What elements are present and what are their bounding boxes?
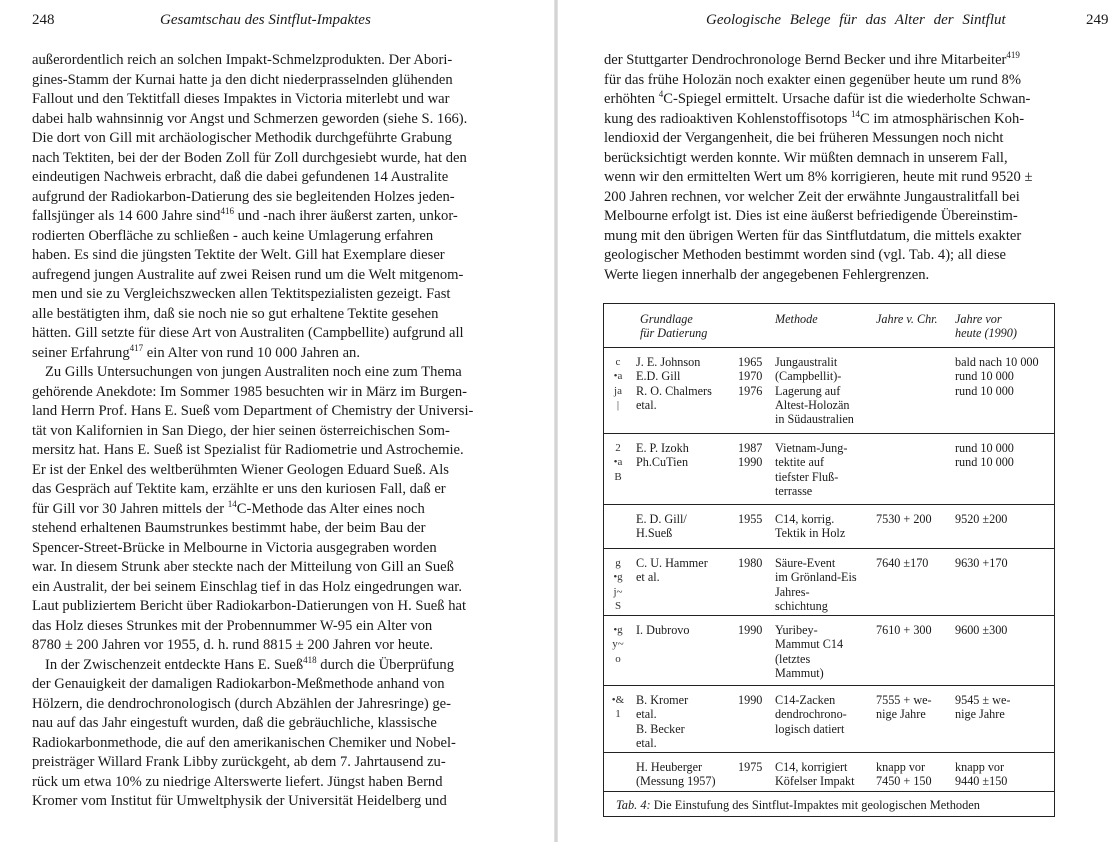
row-jahre-vor-heute: bald nach 10 000 rund 10 000 rund 10 000 bbox=[955, 355, 1039, 398]
left-page-number: 248 bbox=[32, 12, 55, 28]
text-line: Laut publiziertem Bericht über Radiokarbon-Datierungen von H. Sueß hat bbox=[32, 598, 467, 614]
text-line: seiner Erfahrung$^{417}$ ein Alter von rund 10 000 Jahren an. bbox=[32, 342, 360, 361]
row-authors: E. D. Gill/ H.Sueß bbox=[636, 512, 687, 541]
text-line: aufgrund der Radiokarbon-Datierung des sie begleitenden Holzes jeden- bbox=[32, 188, 455, 205]
table-row bbox=[604, 753, 1054, 792]
superscript-14: 14 bbox=[850, 108, 860, 119]
row-jahre-v-chr: 7530 + 200 bbox=[876, 512, 932, 526]
paragraph-3 bbox=[32, 656, 482, 812]
right-body-text bbox=[604, 51, 1054, 285]
footnote-ref-416: 416 bbox=[220, 206, 234, 216]
text-line: lendioxid der Vergangenheit, die bei früheren Messungen noch nicht bbox=[604, 130, 1004, 146]
text-line: Zu Gills Untersuchungen von jungen Australiten noch eine zum Thema bbox=[45, 364, 462, 380]
text-line: fallsjünger als 14 600 Jahre sind$^{416}$ und -nach ihrer äußerst zarten, unkor- bbox=[32, 206, 458, 224]
row-method: Vietnam-Jung- tektite auf tiefster Fluß- terrasse bbox=[775, 441, 848, 498]
text-line: rodierten Oberfläche zu schließen - auch keine Umlagerung erfahren bbox=[32, 227, 434, 244]
row-jahre-v-chr: knapp vor 7450 + 150 bbox=[876, 760, 932, 789]
row-year: 1975 bbox=[738, 760, 763, 774]
row-method: Jungaustralit (Campbellit)- Lagerung auf Altest-Holozän in Südaustralien bbox=[775, 355, 854, 427]
row-authors: J. E. Johnson E.D. Gill R. O. Chalmers etal. bbox=[636, 355, 712, 412]
text-line: geologischer Methoden bestimmt worden sind (vgl. Tab. 4); all diese bbox=[604, 247, 1006, 263]
row-year: 1990 bbox=[738, 693, 763, 707]
text-line: haben. Es sind die jüngsten Tektite der Welt. Gill hat Exemplare dieser bbox=[32, 247, 445, 263]
row-method: Yuribey- Mammut C14 (letztes Mammut) bbox=[775, 623, 844, 680]
text-line: gehörende Anekdote: Im Sommer 1985 besuchten wir in März im Burgen- bbox=[32, 383, 468, 400]
table-row bbox=[604, 434, 1054, 505]
text-line: gines-Stamm der Kurnai hatte ja den dicht niederprasselnden glühenden bbox=[32, 71, 453, 88]
footnote-ref-417: 417 bbox=[129, 342, 144, 353]
text-line: Fallout und den Tektitfall dieses Impaktes in Victoria miterlebt und war bbox=[32, 91, 450, 107]
table-caption: Tab. 4: Die Einstufung des Sintflut-Impaktes mit geologischen Methoden bbox=[616, 798, 981, 812]
text-line: eindeutigen Nachweis erbracht, daß die dabei gefundenen 14 Australite bbox=[32, 169, 449, 185]
row-year: 1980 bbox=[738, 556, 763, 570]
text-line: Radiokarbonmethode, die auf den amerikanischen Chemiker und Nobel- bbox=[32, 734, 456, 751]
text-line: nach Tektiten, bei der der Boden Zoll für Zoll durchgesiebt wurde, hat den bbox=[32, 149, 467, 166]
text-line: Kromer vom Institut für Umweltphysik der Universität Heidelberg und bbox=[32, 793, 447, 809]
paragraph-2 bbox=[32, 363, 482, 656]
row-year: 1987 1990 bbox=[738, 441, 763, 470]
left-body-text bbox=[32, 51, 482, 812]
row-method: Säure-Event im Grönland-Eis Jahres- schichtung bbox=[775, 556, 857, 613]
text-line: stehend erhaltenen Baumstrunkes bestimmt habe, der beim Bau der bbox=[32, 520, 426, 536]
text-line: tät von Kalifornien in San Diego, der hier seinen österreichischen Som- bbox=[32, 422, 450, 439]
table-row bbox=[604, 686, 1054, 753]
row-jahre-vor-heute: rund 10 000 rund 10 000 bbox=[955, 441, 1014, 470]
text-line: aufregend jungen Australite auf zwei Reisen rund um die Welt mitgenom- bbox=[32, 266, 464, 283]
text-line: Die dort von Gill mit archäologischer Methodik durchgeführte Grabung bbox=[32, 130, 452, 146]
text-line: preisträger Willard Frank Libby zurückgeht, ab dem 7. Jahrtausend zu- bbox=[32, 754, 446, 770]
text-line: alle bestätigten ihm, daß sie noch nie so gut erhaltene Tektite gesehen bbox=[32, 305, 439, 322]
table-row bbox=[604, 549, 1054, 616]
text-line: für das frühe Holozän noch exakter einen gegenüber heute um rund 8% bbox=[604, 71, 1021, 88]
header-jahre-v-chr: Jahre v. Chr. bbox=[876, 312, 938, 326]
text-line: erhöhten $^4$C-Spiegel ermittelt. Ursache dafür ist die wiederholte Schwan- bbox=[604, 89, 1031, 107]
text-line: Er ist der Enkel des weltberühmten Wiener Geologen Eduard Sueß. Als bbox=[32, 461, 449, 478]
row-jahre-vor-heute: knapp vor 9440 ±150 bbox=[955, 760, 1008, 789]
row-authors: I. Dubrovo bbox=[636, 623, 690, 637]
row-jahre-v-chr: 7610 + 300 bbox=[876, 623, 932, 637]
row-year: 1965 1970 1976 bbox=[738, 355, 763, 398]
table-caption-row bbox=[604, 792, 1054, 820]
text-line: Spencer-Street-Brücke in Melbourne in Victoria ausgegraben worden bbox=[32, 539, 437, 556]
row-method: C14, korrigiert Köfelser Impakt bbox=[775, 760, 855, 789]
superscript-4: 4 bbox=[658, 89, 664, 99]
row-authors: E. P. Izokh Ph.CuTien bbox=[636, 441, 689, 470]
text-line: das Holz dieses Strunkes mit der Probennummer W-95 ein Alter von bbox=[32, 617, 433, 634]
left-running-title: Gesamtschau des Sintflut-Impaktes bbox=[160, 12, 371, 28]
right-page bbox=[556, 0, 1113, 842]
text-line: der Genauigkeit der damaligen Radiokarbon-Meßmethode anhand von bbox=[32, 676, 445, 692]
text-line: rück um etwa 10% zu niedrige Alterswerte liefert. Jüngst haben Bernd bbox=[32, 773, 443, 790]
table-header-row bbox=[604, 304, 1054, 348]
row-marker: g •g j~ S bbox=[613, 557, 623, 612]
row-marker: c •a ja | bbox=[613, 356, 623, 411]
dating-table bbox=[603, 303, 1055, 817]
text-line: für Gill vor 30 Jahren mittels der $^{14}$C-Methode das Alter eines noch bbox=[32, 498, 425, 517]
row-jahre-vor-heute: 9545 ± we- nige Jahre bbox=[955, 693, 1011, 722]
text-line: der Stuttgarter Dendrochronologe Bernd Becker und ihre Mitarbeiter$^{419}$ bbox=[604, 50, 1020, 68]
text-line: außerordentlich reich an solchen Impakt-Schmelzprodukten. Der Abori- bbox=[32, 52, 453, 68]
text-line: berücksichtigt werden konnte. Wir müßten demnach in unserem Fall, bbox=[604, 149, 1008, 166]
table-row bbox=[604, 505, 1054, 549]
row-method: C14, korrig. Tektik in Holz bbox=[775, 512, 846, 541]
header-methode: Methode bbox=[775, 312, 818, 326]
text-line: men und sie zu Vergleichszwecken allen Tektitspezialisten gezeigt. Fast bbox=[32, 286, 451, 302]
text-line: 200 Jahren rechnen, vor welcher Zeit der erwähnte Jungaustralitfall bei bbox=[604, 188, 1020, 205]
text-line: Werte liegen innerhalb der angegebenen Fehlergrenzen. bbox=[604, 266, 930, 283]
row-jahre-vor-heute: 9520 ±200 bbox=[955, 512, 1008, 526]
header-grundlage: Grundlage für Datierung bbox=[640, 312, 708, 341]
text-line: das Gespräch auf Tektite kam, erzählte er uns den kuriosen Fall, daß er bbox=[32, 481, 446, 497]
row-marker: 2 •a B bbox=[613, 442, 623, 483]
row-year: 1990 bbox=[738, 623, 763, 637]
text-line: mersitz hat. Hans E. Sueß ist Spezialist für Radiometrie und Astrochemie. bbox=[32, 442, 464, 458]
text-line: war. In diesem Strunk aber steckte nach der Mitteilung von Gill an Sueß bbox=[32, 559, 454, 575]
row-authors: B. Kromer etal. B. Becker etal. bbox=[636, 693, 689, 750]
superscript-14: 14 bbox=[227, 498, 237, 509]
text-line: dabei halb wahnsinnig vor Angst und Schmerzen geworden (siehe S. 166). bbox=[32, 110, 468, 127]
row-jahre-v-chr: 7640 ±170 bbox=[876, 556, 929, 570]
row-authors: C. U. Hammer et al. bbox=[636, 556, 708, 585]
right-page-number: 249 bbox=[1086, 12, 1109, 28]
text-line: kung des radioaktiven Kohlenstoffisotops $^{14}$C im atmosphärischen Koh- bbox=[604, 108, 1025, 127]
footnote-ref-418: 418 bbox=[303, 654, 317, 665]
text-line: wenn wir den ermittelten Wert um 8% korrigieren, heute mit rund 9520 ± bbox=[604, 169, 1033, 185]
row-method: C14-Zacken dendrochrono- logisch datiert bbox=[775, 693, 847, 736]
right-running-title: Geologische Belege für das Alter der Sintflut bbox=[706, 12, 1006, 28]
row-authors: H. Heuberger (Messung 1957) bbox=[636, 760, 716, 789]
text-line: mung mit den übrigen Werten für das Sintflutdatum, die mittels exakter bbox=[604, 227, 1022, 244]
left-page bbox=[0, 0, 556, 842]
table-row bbox=[604, 348, 1054, 434]
text-line: In der Zwischenzeit entdeckte Hans E. Sueß$^{418}$ durch die Überprüfung bbox=[45, 654, 455, 673]
paragraph-4 bbox=[604, 51, 1054, 285]
row-marker: •g y~ o bbox=[612, 624, 624, 665]
table-row bbox=[604, 616, 1054, 686]
text-line: Hölzern, die dendrochronologisch (durch Abzählen der Jahresringe) ge- bbox=[32, 695, 452, 712]
table-body bbox=[604, 348, 1054, 792]
text-line: hätten. Gill setzte für diese Art von Australiten (Campbellite) aufgrund all bbox=[32, 325, 464, 341]
text-line: ein Australit, der bei seinem Einschlag tief in das Holz eingedrungen war. bbox=[32, 578, 462, 595]
paragraph-1 bbox=[32, 51, 482, 363]
row-jahre-vor-heute: 9600 ±300 bbox=[955, 623, 1008, 637]
footnote-ref-419: 419 bbox=[1006, 50, 1020, 60]
row-jahre-v-chr: 7555 + we- nige Jahre bbox=[876, 693, 932, 722]
text-line: 8780 ± 200 Jahren vor 1955, d. h. rund 8815 ± 200 Jahren vor heute. bbox=[32, 637, 434, 653]
header-jahre-vor-heute: Jahre vor heute (1990) bbox=[955, 312, 1017, 341]
text-line: land Herrn Prof. Hans E. Sueß vom Department of Chemistry der Universi- bbox=[32, 403, 474, 419]
row-jahre-vor-heute: 9630 +170 bbox=[955, 556, 1008, 570]
text-line: Melbourne erfolgt ist. Dies ist eine äußerst befriedigende Übereinstim- bbox=[604, 208, 1018, 224]
row-year: 1955 bbox=[738, 512, 763, 526]
row-marker: •& 1 bbox=[611, 694, 625, 721]
text-line: nau auf das Jahr eingestuft wurden, daß die gebräuchliche, klassische bbox=[32, 715, 437, 731]
